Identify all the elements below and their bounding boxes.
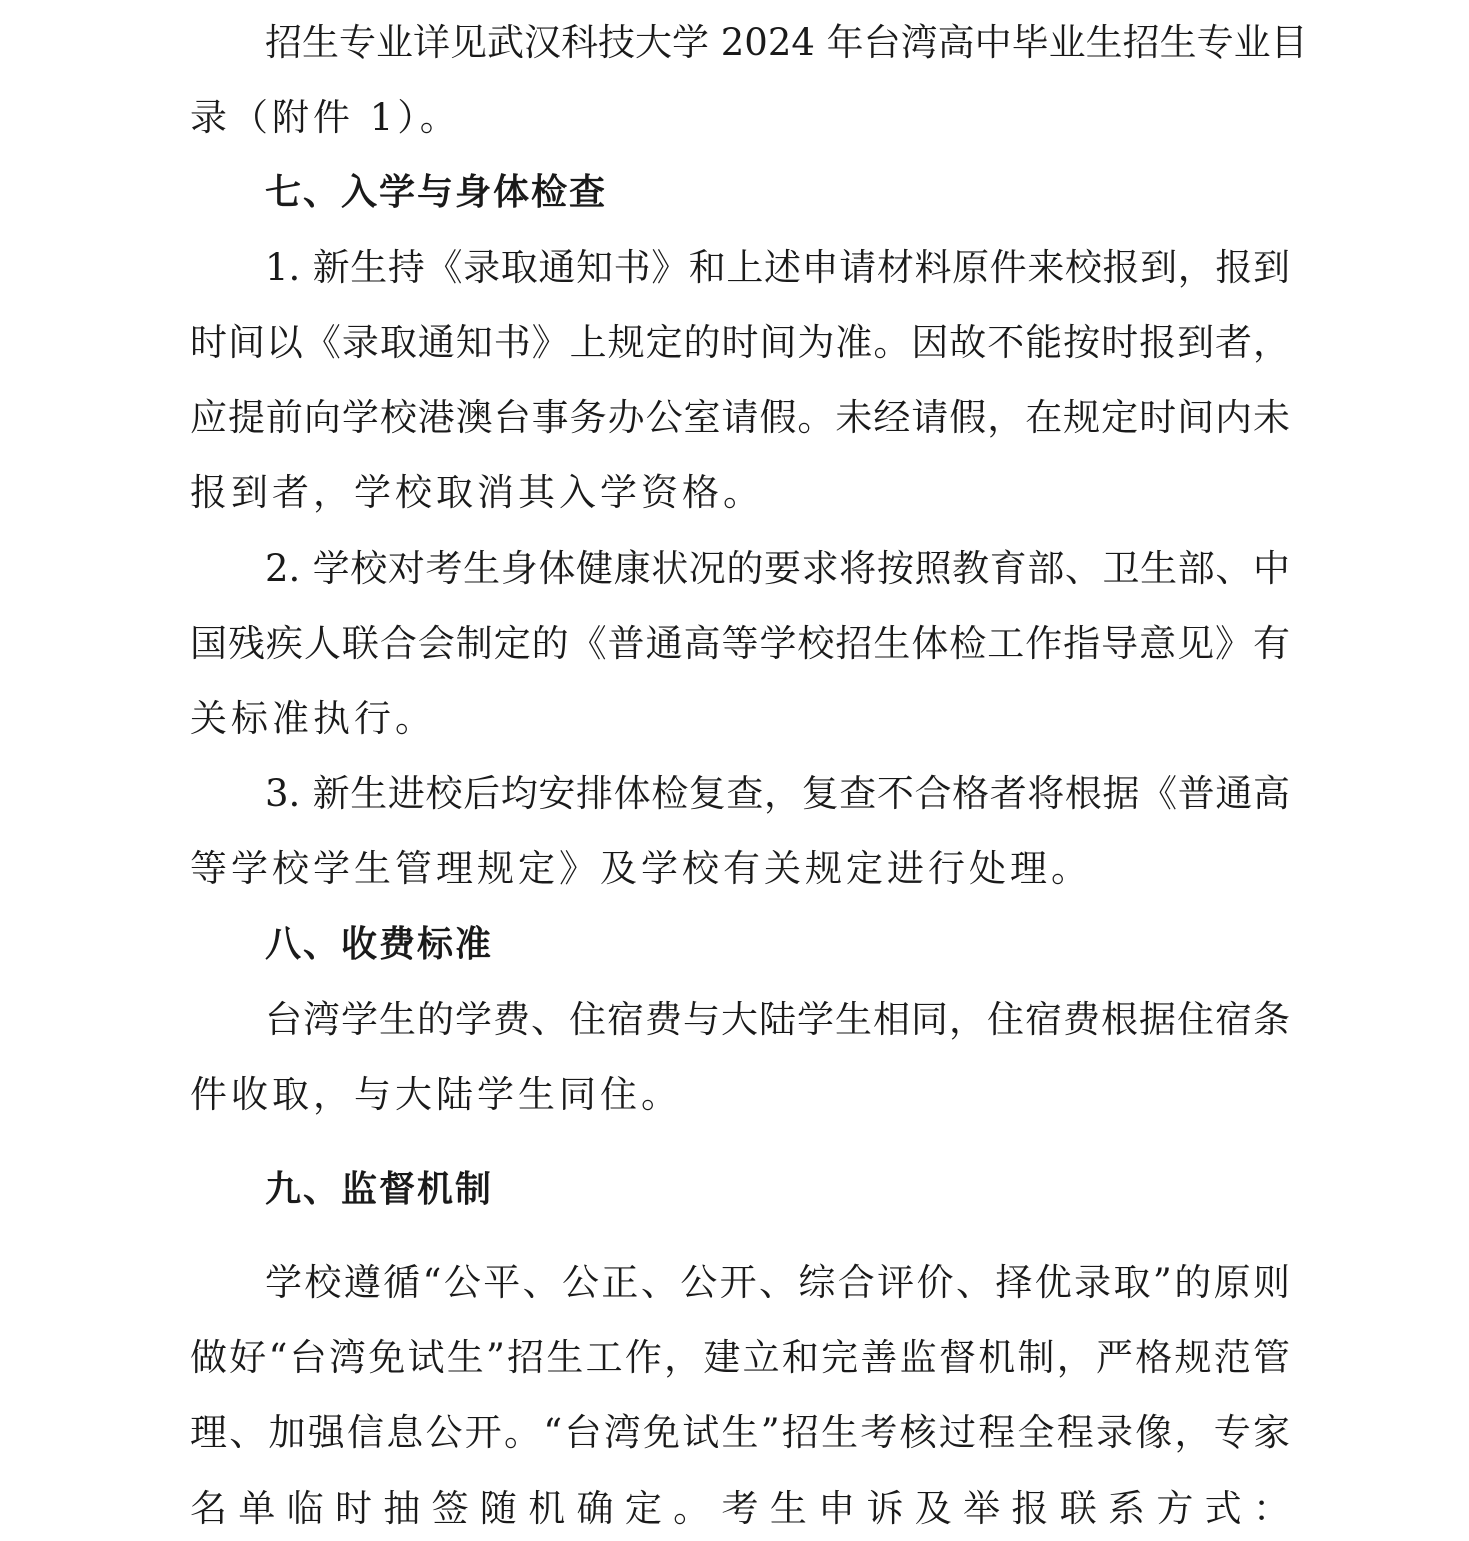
section-9-heading: 九、监督机制	[265, 1169, 494, 1210]
major-list-line-1: 招生专业详见武汉科技大学 2024 年台湾高中毕业生招生专业目	[265, 21, 1308, 64]
section-8-heading: 八、收费标准	[265, 924, 494, 965]
section-9-body-line-1: 学校遵循“公平、公正、公开、综合评价、择优录取”的原则	[265, 1261, 1290, 1304]
section-7-item-1-line-1: 1. 新生持《录取通知书》和上述申请材料原件来校报到，报到	[265, 246, 1290, 289]
section-8-body-line-2: 件收取，与大陆学生同住。	[190, 1073, 682, 1116]
major-list-line-2: 录（附件 1）。	[190, 96, 461, 139]
section-9-body-line-3: 理、加强信息公开。“台湾免试生”招生考核过程全程录像，专家	[190, 1411, 1290, 1454]
section-7-item-1-line-4: 报到者，学校取消其入学资格。	[190, 471, 764, 514]
section-7-item-2-line-2: 国残疾人联合会制定的《普通高等学校招生体检工作指导意见》有	[190, 622, 1290, 665]
section-9-body-line-4: 名单临时抽签随机确定。考生申诉及举报联系方式：	[190, 1487, 1290, 1530]
section-7-item-2-line-3: 关标准执行。	[190, 697, 436, 740]
section-8-body-line-1: 台湾学生的学费、住宿费与大陆学生相同，住宿费根据住宿条	[265, 998, 1290, 1041]
section-9-body-line-2: 做好“台湾免试生”招生工作，建立和完善监督机制，严格规范管	[190, 1336, 1290, 1379]
section-7-item-3-line-1: 3. 新生进校后均安排体检复查，复查不合格者将根据《普通高	[265, 772, 1290, 815]
section-7-item-3-line-2: 等学校学生管理规定》及学校有关规定进行处理。	[190, 847, 1092, 890]
section-7-heading: 七、入学与身体检查	[265, 172, 608, 213]
section-7-item-1-line-2: 时间以《录取通知书》上规定的时间为准。因故不能按时报到者，	[190, 321, 1290, 364]
section-7-item-1-line-3: 应提前向学校港澳台事务办公室请假。未经请假，在规定时间内未	[190, 396, 1290, 439]
section-7-item-2-line-1: 2. 学校对考生身体健康状况的要求将按照教育部、卫生部、中	[265, 547, 1290, 590]
